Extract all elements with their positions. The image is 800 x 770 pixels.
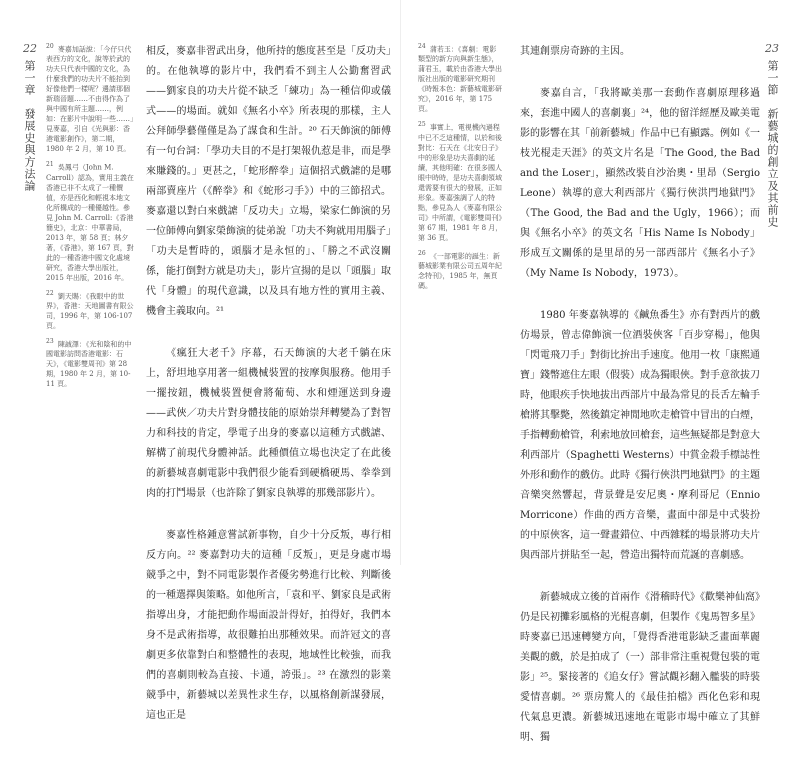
right-running-head: 第一節 新藝城的創立及其前史 (766, 60, 779, 228)
left-body-text (146, 42, 391, 748)
footnote-mark: 20 (46, 43, 54, 50)
footnote-text: 吳鳳弓（John M. Carroll）認為，實用主義在香港已非不太成了一種價值，亦是西化和輕視本地文化所構成的一種優越性。參見 John M. Carroll:《香港簡史》，北京：中華書局，2013 年，第 58 頁；林夕著，《香港》，第 167 頁，對此的一種香港中國文化處境研究，香港大學出版社，2015 年出版，2016 年。 (46, 163, 134, 282)
footnote-mark: 25 (418, 121, 426, 129)
footnote (46, 160, 136, 282)
footnote-mark: 26 (418, 249, 426, 257)
right-body-text (520, 42, 760, 770)
paragraph: 麥嘉性格鍾意嘗試新事物，自少十分反叛，專行相反方向。²² 麥嘉對功夫的這種「反叛」，更是身處市場競爭之中，對不同電影製作者優劣勢進行比較、判斷後的一種選擇與策略。如他所言，「袁和平、劉家良是武術指導出身，才能把動作場面設計得好，拍得好，我們本身不是武術指導，故很難拍出那種效果。而許冠文的喜劇更多依靠對白和整體性的表現，地域性比較強，而我們的喜劇則較為直接、卡通，誇張」。²³ 在激烈的影業競爭中，新藝城以差異性求生存，以風格創新謀發展，這也正是 (146, 530, 391, 721)
footnote (418, 42, 503, 114)
footnote (418, 120, 503, 242)
footnote-text: 劉天賜：《我眼中的世界》，香港：天地圖書有限公司，1996 年，第 106-107 頁。 (46, 291, 134, 330)
paragraph: 新藝城成立後的首兩作《滑稽時代》《歡樂神仙窩》仍是民初攤彩風格的光棍喜劇，但製作《鬼馬智多星》時麥嘉已迅速轉變方向，「覺得香港電影缺乏畫面華麗美觀的戲，於是拍成了（一）部非常注重視覺包裝的電影」²⁵。緊接著的《追女仔》嘗試觀衫翻入艦裝的時裝愛情喜劇。²⁶ 票房驚人的《最佳拍檔》西化色彩和現代氣息更濃。新藝城迅速地在電影市場中確立了其鮮明、獨 (520, 592, 760, 743)
footnote (46, 42, 136, 154)
left-footnotes (46, 42, 136, 395)
paragraph: 麥嘉自言，「我將歐美那一套動作喜劇原理移過來，套進中國人的喜劇裏」²⁴，他的留洋經歷及歐美電影的影響在其「前新藝城」作品中已有顯露。例如《一枝光棍走天涯》的英文片名是「The Good, the Bad and the Loser」，顯然改裝自沙治奧・里昂（Sergio Leone）執導的意大利西部片《獨行俠洪門地獄門》（The Good, the Bad and the Ugly，1966）；而與《無名小卒》的英文名「His Name Is Nobody」形成互文關係的是里昂的另一部西部片《無名小子》（My Name Is Nobody，1973）。 (520, 88, 760, 279)
right-page-number: 23 (765, 42, 779, 55)
footnote-text: 事實上，電視機內過程中已不乏這種情，以於和後對比：石天在《北安日子》中的形象是功夫喜劇的延續，其他明確：在很多國人眼中時時，是功夫喜劇領域還需要有很大的發展，正如形象。麥嘉強調了人的特點，參見為人《麥嘉有限公司》中所謂，《電影雙周刊》第 67 期，1981 年 8 月，第 36 頁。 (418, 123, 503, 242)
footnote-mark: 24 (418, 43, 426, 50)
footnote-text: 蒲若玉：《喜劇：電影類型的新方向與新生態》，蒲君玉，載於由香港大學出版社出版的電影研究期刊《時報本色：新藝城電影研究》，2016 年，第 175 頁。 (418, 45, 502, 114)
footnote (418, 249, 503, 291)
footnote-mark: 22 (46, 289, 54, 297)
right-footnotes (418, 42, 503, 297)
footnote (46, 337, 136, 389)
left-page-number: 22 (23, 42, 37, 55)
footnote-text: 麥嘉加話說：「今仔只代表西方的文化，說等於武的功夫只代表中國的文化，為什麼我們的功夫片不能抬到好像他們一樣呢？邊請那個新瑞晉題……不由得作為了與中國有所主題……，例如：在影片中說明一些……」見麥嘉，引自《光與影：香港電影創作》，第二期，1980 年 2 月，第 10 頁。 (46, 45, 134, 154)
footnote-text: 《一部電影的誕生：新藝城影業有限公司五周年紀念特刊》，1985 年，無頁碼。 (418, 251, 502, 290)
paragraph: 1980 年麥嘉執導的《鹹魚番生》亦有對西片的戲仿場景，曾志偉飾演一位酒裝俠客「百步穿楊」，他與「閃電飛刀手」對街比拚出手速度。他用一枚「康熙通寶」錢幣遮住左眼（假裝）成為獨眼俠。對手意欲拔刀時，他眼疾手快地拔出西部片中最為常見的長舌左輪手槍將其擊斃，然後鎮定神閒地吹走槍管中冒出的白煙，手指轉動槍管，利索地放回槍套，這些無疑都是對意大利西部片（Spaghetti Westerns）中賞金殺手標誌性外形和動作的戲仿。此時《獨行俠洪門地獄門》的主題音樂突然響起，背景聲是安尼奧・摩利哥尼（Ennio Morricone）作曲的西方音樂，畫面中卻是中式裝扮的中原俠客，這一聲畫錯位、中西雜糅的場景將功夫片與西部片拼貼至一起，營造出獨特而荒誕的喜劇感。 (520, 310, 760, 561)
left-running-head: 第一章 發展史與方法論 (23, 60, 36, 192)
footnote-mark: 21 (46, 161, 54, 169)
paragraph: 相反，麥嘉非習武出身，他所持的態度甚至是「反功夫」的。在他執導的影片中，我們看不到主人公勤奮習武——劉家良的功夫片從不缺乏「練功」為一種信仰或儀式——的場面。就如《無名小卒》所表現的那樣，主人公拜師學藝僅僅是為了謀食和生計。²⁰ 石天飾演的師傅有一句台詞：「學功夫目的不是打架報仇惹是非，而是學來賺錢的。」更甚之，「蛇形醉拳」這個招式戲謔的是哪兩部賣座片（《醉拳》和《蛇形刁手》）中的三節招式。麥嘉還以對白來戲謔「反功夫」立場，梁家仁飾演的另一位師傅向劉家榮飾演的徒弟說「功夫不夠就用用腦子」「功夫是暫時的，頭腦才是永恒的」、「勝之不武沒關係，能打倒對方就是功夫」，影片宣揚的是以「頭腦」取代「身體」的現代意識，以及具有地方性的實用主義、機會主義取向。²¹ (146, 46, 391, 317)
paragraph: 其連創票房奇跡的主因。 (520, 46, 630, 57)
page-gutter (400, 0, 401, 565)
footnote-text: 陳誠澤：《光和陰和的中國電影訪問香港電影：石天》，《電影雙周刊》第 28 期，1980 年 2 月，第 10-11 頁。 (46, 340, 132, 389)
footnote (46, 289, 136, 331)
footnote-mark: 23 (46, 337, 54, 345)
paragraph: 《瘋狂大老千》序幕，石天飾演的大老千躺在床上，舒坦地享用著一組機械裝置的按摩與服務。他用手一擺按鈕，機械裝置便會將葡萄、水和煙運送到身邊——武俠／功夫片對身體技能的原始崇拜轉變為了對智力和科技的肯定，學電子出身的麥嘉以這種方式戲謔、解構了前現代身體神話。此種價值立場也決定了在此後的新藝城喜劇電影中我們很少能看到硬橋硬馬、拳拳到肉的打鬥場景（也許除了劉家良執導的那幾部影片）。 (146, 348, 391, 499)
